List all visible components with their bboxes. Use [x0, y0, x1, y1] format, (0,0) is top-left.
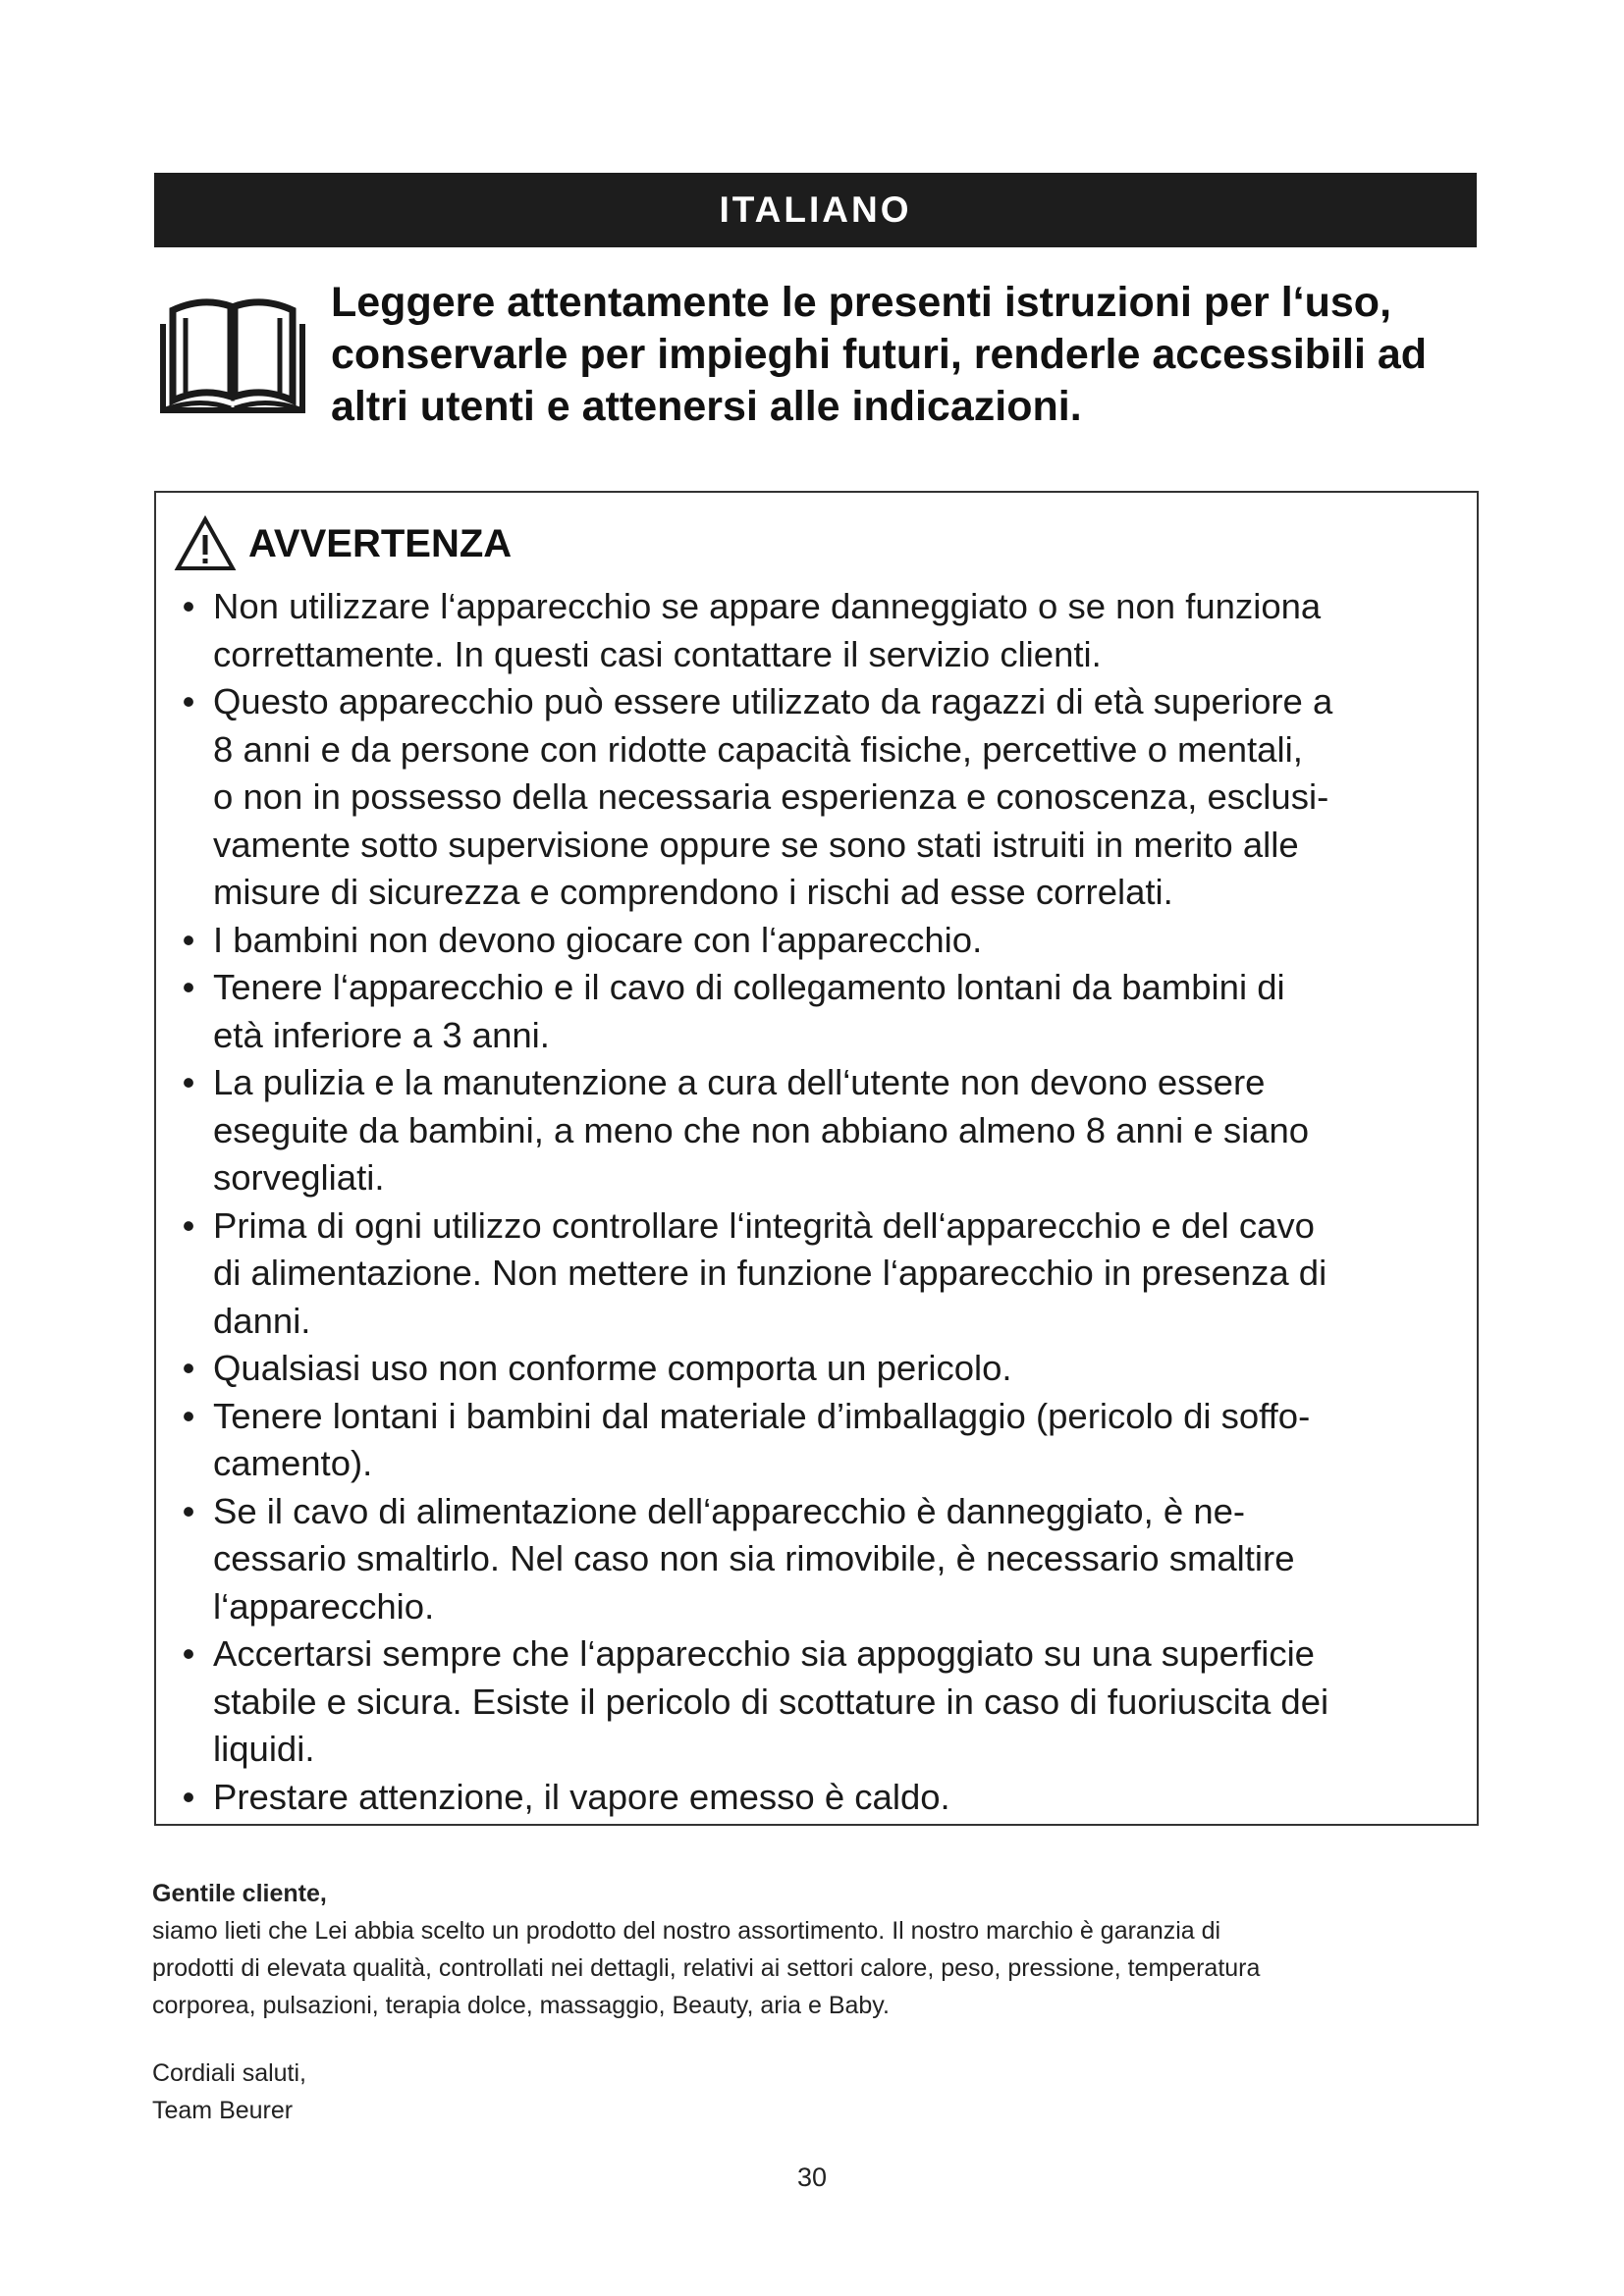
language-title: ITALIANO [719, 189, 912, 230]
customer-message-line: prodotti di elevata qualità, controllati nei dettagli, relativi ai settori calore, peso, pressione, temperatura [152, 1954, 1261, 1982]
warning-item-line: Prima di ogni utilizzo controllare l‘integrità dell‘apparecchio e del cavo [213, 1204, 1315, 1246]
warning-item [174, 1630, 1462, 1774]
warning-item-line: vamente sotto supervisione oppure se sono stati istruiti in merito alle [213, 824, 1299, 865]
bullet-icon: • [182, 919, 195, 960]
warning-item-line: 8 anni e da persone con ridotte capacità fisiche, percettive o mentali, [213, 728, 1303, 770]
customer-message [152, 1875, 1478, 2024]
warning-item-line: o non in possesso della necessaria esperienza e conoscenza, esclusi- [213, 776, 1329, 817]
warning-triangle-icon [174, 515, 237, 572]
warning-item [174, 678, 1462, 917]
customer-greeting: Gentile cliente, [152, 1880, 327, 1907]
intro-line: conservarle per impieghi futuri, renderle accessibili ad [331, 331, 1428, 378]
warning-item-line: La pulizia e la manutenzione a cura dell‘utente non devono essere [213, 1062, 1266, 1102]
intro-line: Leggere attentamente le presenti istruzioni per l‘uso, [331, 279, 1392, 326]
warning-item-line: camento). [213, 1443, 373, 1483]
warning-item [174, 1774, 1462, 1822]
warning-title: AVVERTENZA [248, 521, 513, 565]
warning-item-line: l‘apparecchio. [213, 1585, 435, 1627]
warning-item-line: Tenere lontani i bambini dal materiale d’imballaggio (pericolo di soffo- [213, 1395, 1311, 1436]
signoff [152, 2055, 306, 2129]
signoff-team: Team Beurer [152, 2097, 294, 2124]
warning-item [174, 583, 1462, 678]
warning-item-line: correttamente. In questi casi contattare il servizio clienti. [213, 633, 1102, 674]
warning-item-line: I bambini non devono giocare con l‘apparecchio. [213, 919, 983, 960]
warning-item-line: misure di sicurezza e comprendono i rischi ad esse correlati. [213, 872, 1173, 912]
page-number: 30 [796, 2163, 828, 2192]
warning-item-line: eseguite da bambini, a meno che non abbiano almeno 8 anni e siano [213, 1109, 1310, 1150]
warning-item-line: Prestare attenzione, il vapore emesso è caldo. [213, 1776, 950, 1817]
warning-item [174, 1202, 1462, 1346]
bullet-icon: • [182, 681, 195, 721]
bullet-icon: • [182, 586, 195, 626]
warning-item-line: età inferiore a 3 anni. [213, 1014, 550, 1055]
bullet-icon: • [182, 1204, 195, 1246]
warning-item-line: danni. [213, 1300, 311, 1341]
language-header-bar [154, 173, 1477, 247]
warning-item-line: liquidi. [213, 1729, 315, 1769]
open-book-icon [159, 291, 306, 416]
warning-item-line: Tenere l‘apparecchio e il cavo di collegamento lontani da bambini di [213, 967, 1285, 1007]
customer-message-line: siamo lieti che Lei abbia scelto un prodotto del nostro assortimento. Il nostro marchio è garanzia di [152, 1917, 1221, 1945]
warning-item-line: Non utilizzare l‘apparecchio se appare danneggiato o se non funziona [213, 586, 1322, 626]
bullet-icon: • [182, 1633, 195, 1674]
signoff-greeting: Cordiali saluti, [152, 2059, 307, 2087]
warning-box [154, 491, 1479, 1826]
bullet-icon: • [182, 1348, 195, 1388]
warning-item [174, 1393, 1462, 1488]
bullet-icon: • [182, 1395, 195, 1436]
warning-item-line: stabile e sicura. Esiste il pericolo di scottature in caso di fuoriuscita dei [213, 1681, 1329, 1722]
warning-item [174, 1488, 1462, 1631]
warning-item-line: Qualsiasi uso non conforme comporta un pericolo. [213, 1348, 1012, 1388]
warning-item-line: Accertarsi sempre che l‘apparecchio sia appoggiato su una superficie [213, 1633, 1315, 1674]
bullet-icon: • [182, 967, 195, 1007]
warning-item-line: Se il cavo di alimentazione dell‘apparecchio è danneggiato, è ne- [213, 1490, 1246, 1531]
warning-item [174, 917, 1462, 965]
intro-line: altri utenti e attenersi alle indicazioni. [331, 383, 1082, 430]
warning-item-line: Questo apparecchio può essere utilizzato da ragazzi di età superiore a [213, 681, 1333, 721]
warning-item [174, 1345, 1462, 1393]
warning-item-line: sorvegliati. [213, 1157, 385, 1198]
bullet-icon: • [182, 1062, 195, 1102]
warning-list [174, 583, 1462, 1821]
warning-item [174, 1059, 1462, 1202]
warning-item-line: di alimentazione. Non mettere in funzione l‘apparecchio in presenza di [213, 1253, 1327, 1293]
intro-instructions-text [331, 277, 1480, 433]
warning-item-line: cessario smaltirlo. Nel caso non sia rimovibile, è necessario smaltire [213, 1538, 1295, 1578]
warning-header [174, 514, 512, 573]
warning-item [174, 964, 1462, 1059]
bullet-icon: • [182, 1776, 195, 1817]
customer-message-line: corporea, pulsazioni, terapia dolce, massaggio, Beauty, aria e Baby. [152, 1992, 890, 2019]
read-instructions-notice [154, 277, 1477, 444]
bullet-icon: • [182, 1490, 195, 1531]
